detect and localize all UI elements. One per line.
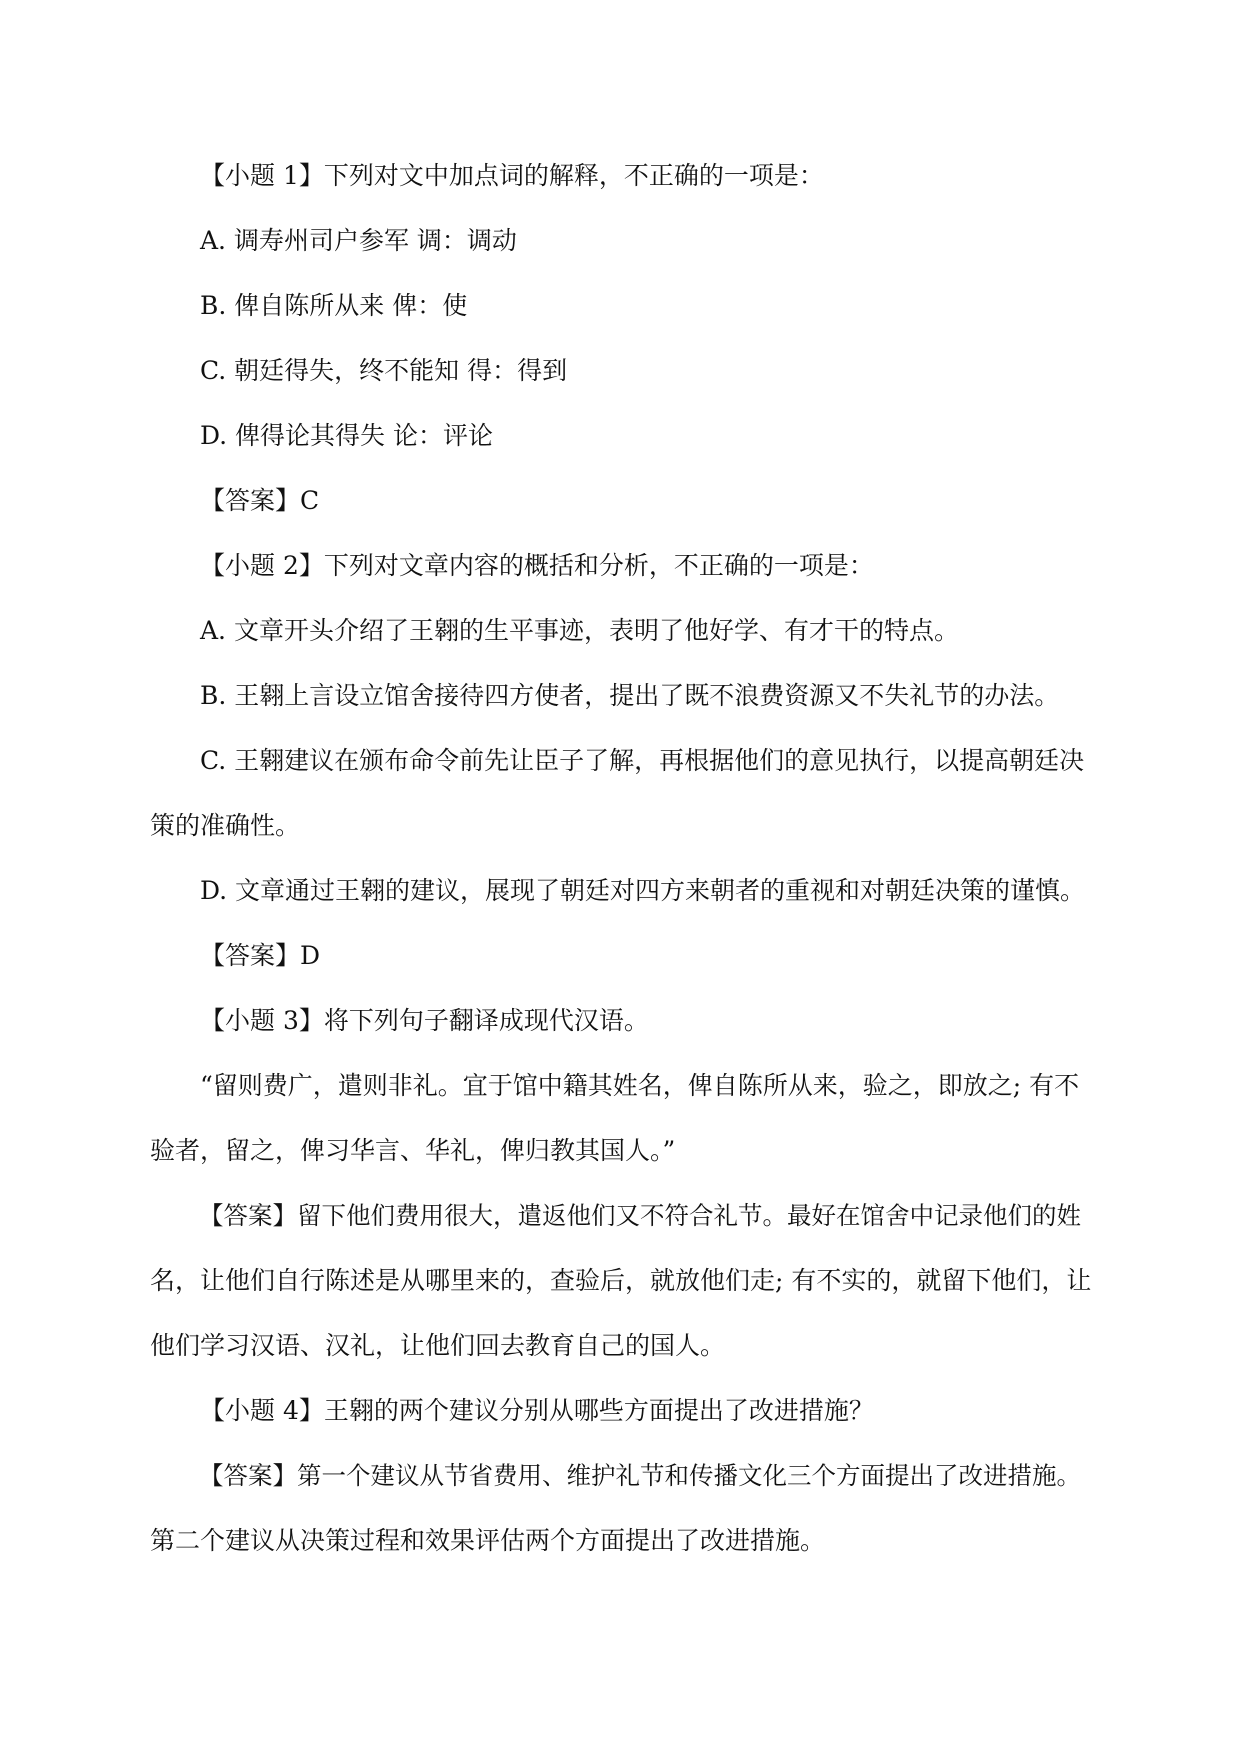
document-body bbox=[150, 143, 1098, 1573]
question-1-option-a: A. 调寿州司户参军 调：调动 bbox=[200, 226, 517, 255]
question-2-option-c-continued: 策的准确性。 bbox=[150, 811, 301, 840]
question-3-answer-line-1: 【答案】留下他们费用很大，遣返他们又不符合礼节。最好在馆舍中记录他们的姓 bbox=[199, 1201, 1081, 1230]
question-2-stem: 【小题 2】下列对文章内容的概括和分析，不正确的一项是： bbox=[200, 551, 874, 580]
question-3-answer-line-2: 名，让他们自行陈述是从哪里来的，查验后，就放他们走; 有不实的，就留下他们，让 bbox=[150, 1266, 1092, 1295]
question-3-quote-line-2: 验者，留之，俾习华言、华礼，俾归教其国人。” bbox=[150, 1136, 676, 1165]
question-2-answer: 【答案】D bbox=[200, 941, 321, 970]
question-3-quote-line-1: “留则费广，遣则非礼。宜于馆中籍其姓名，俾自陈所从来，验之，即放之; 有不 bbox=[200, 1071, 1080, 1100]
question-4-stem: 【小题 4】王翱的两个建议分别从哪些方面提出了改进措施？ bbox=[200, 1396, 874, 1425]
question-3-stem: 【小题 3】将下列句子翻译成现代汉语。 bbox=[200, 1006, 649, 1035]
question-1-option-c: C. 朝廷得失，终不能知 得：得到 bbox=[200, 356, 568, 385]
question-4-answer-line-1: 【答案】第一个建议从节省费用、维护礼节和传播文化三个方面提出了改进措施。 bbox=[199, 1461, 1081, 1490]
question-1-stem: 【小题 1】下列对文中加点词的解释，不正确的一项是： bbox=[200, 161, 824, 190]
question-2-option-b: B. 王翱上言设立馆舍接待四方使者，提出了既不浪费资源又不失礼节的办法。 bbox=[200, 681, 1060, 710]
question-1-answer: 【答案】C bbox=[200, 486, 320, 515]
question-1-option-b: B. 俾自陈所从来 俾：使 bbox=[200, 291, 468, 320]
question-2-option-d: D. 文章通过王翱的建议，展现了朝廷对四方来朝者的重视和对朝廷决策的谨慎。 bbox=[200, 876, 1086, 905]
question-2-option-c: C. 王翱建议在颁布命令前先让臣子了解，再根据他们的意见执行，以提高朝廷决 bbox=[200, 746, 1085, 775]
question-4-answer-line-2: 第二个建议从决策过程和效果评估两个方面提出了改进措施。 bbox=[150, 1526, 826, 1555]
question-3-answer-line-3: 他们学习汉语、汉礼，让他们回去教育自己的国人。 bbox=[150, 1331, 726, 1360]
question-2-option-a: A. 文章开头介绍了王翱的生平事迹，表明了他好学、有才干的特点。 bbox=[200, 616, 959, 645]
question-1-option-d: D. 俾得论其得失 论：评论 bbox=[200, 421, 493, 450]
